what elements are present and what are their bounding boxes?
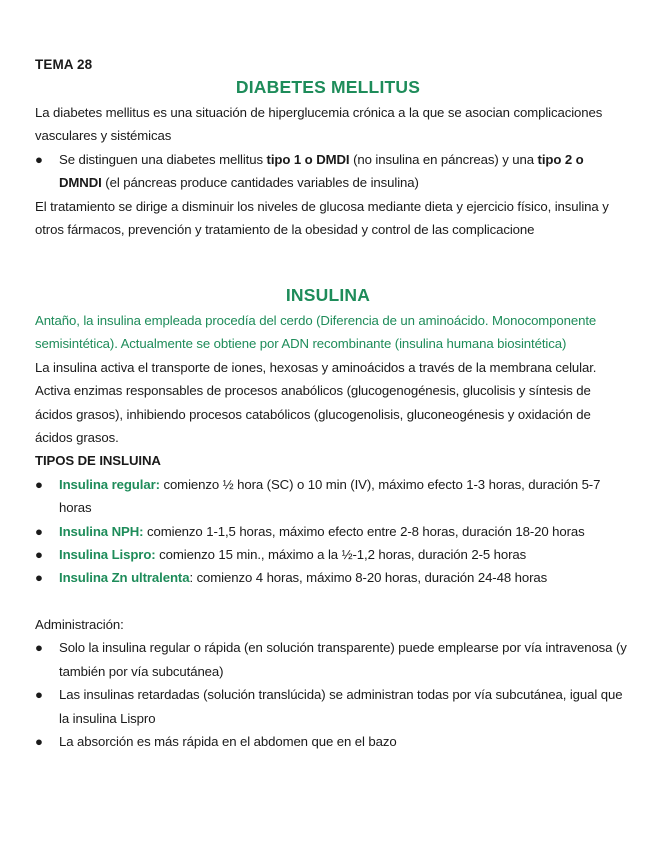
list-item (35, 148, 627, 195)
administration-heading: Administración: (35, 616, 124, 632)
list-item (35, 636, 627, 683)
insulin-action: La insulina activa el transporte de iones, hexosas y aminoácidos a través de la membrana celular. Activa enzimas responsables de procesos anabólicos (glucogenogénesis, glucolisis y síntesis de ácidos grasos), inhibiendo procesos catabólicos (glucogenolisis, gluconeogénesis y oxidación de ácidos grasos. (35, 359, 597, 446)
insulin-type-desc: : comienzo 4 horas, máximo 8-20 horas, duración 24-48 horas (189, 570, 548, 586)
diabetes-type1: tipo 1 o DMDI (266, 151, 350, 167)
administration-text: Solo la insulina regular o rápida (en solución transparente) puede emplearse por vía intravenosa (y también por vía subcutánea) (59, 640, 627, 679)
section-diabetes-body (35, 101, 627, 241)
list-item (35, 566, 627, 589)
insulin-type-name: Insulina Lispro: (59, 547, 156, 563)
diabetes-intro: La diabetes mellitus es una situación de hiperglucemia crónica a la que se asocian complicaciones vasculares y sistémicas (35, 105, 603, 144)
bullet-icon: ● (35, 687, 43, 703)
section-insulina-body (35, 309, 627, 753)
section-title-diabetes: DIABETES MELLITUS (235, 77, 421, 97)
insulin-history: Antaño, la insulina empleada procedía del cerdo (Diferencia de un aminoácido. Monocomponente semisintética). Actualmente se obtiene por ADN recombinante (insulina humana biosintética) (35, 313, 597, 352)
topic-number: TEMA 28 (35, 57, 93, 72)
insulin-type-name: Insulina regular: (59, 476, 160, 492)
bullet-icon: ● (35, 523, 43, 539)
diabetes-type2: tipo 2 o DMNDI (59, 151, 584, 191)
section-title-insulina: INSULINA (285, 285, 371, 305)
bullet-text-mid: (no insulina en páncreas) y una (349, 151, 538, 167)
diabetes-treatment: El tratamiento se dirige a disminuir los niveles de glucosa mediante dieta y ejercicio físico, insulina y otros fármacos, prevención y tratamiento de la obesidad y control de las complicacione (35, 198, 609, 238)
administration-list (35, 636, 627, 753)
spacer (35, 590, 627, 613)
insulin-type-desc: comienzo 15 min., máximo a la ½-1,2 horas, duración 2-5 horas (155, 547, 527, 563)
insulin-types-heading: TIPOS DE INSLUINA (35, 453, 161, 469)
bullet-icon: ● (35, 476, 43, 492)
insulin-types-list (35, 473, 627, 590)
administration-text: Las insulinas retardadas (solución translúcida) se administran todas por vía subcutánea, igual que la insulina Lispro (59, 687, 623, 726)
list-item (35, 473, 627, 520)
administration-text: La absorción es más rápida en el abdomen que en el bazo (59, 733, 397, 749)
bullet-text-post: (el páncreas produce cantidades variables de insulina) (101, 175, 419, 191)
insulin-type-desc: comienzo ½ hora (SC) o 10 min (IV), máximo efecto 1-3 horas, duración 5-7 horas (59, 476, 601, 516)
list-item (35, 683, 627, 730)
bullet-icon: ● (35, 151, 43, 167)
insulin-type-name: Insulina Zn ultralenta (59, 570, 190, 586)
diabetes-types-list (35, 148, 627, 195)
bullet-icon: ● (35, 640, 43, 656)
bullet-icon: ● (35, 547, 43, 563)
bullet-text-pre: Se distinguen una diabetes mellitus (59, 151, 267, 167)
list-item (35, 520, 627, 543)
bullet-icon: ● (35, 570, 43, 586)
bullet-icon: ● (35, 733, 43, 749)
list-item (35, 543, 627, 566)
insulin-type-desc: comienzo 1-1,5 horas, máximo efecto entre 2-8 horas, duración 18-20 horas (143, 523, 585, 539)
insulin-type-name: Insulina NPH: (59, 523, 144, 539)
list-item (35, 730, 627, 753)
